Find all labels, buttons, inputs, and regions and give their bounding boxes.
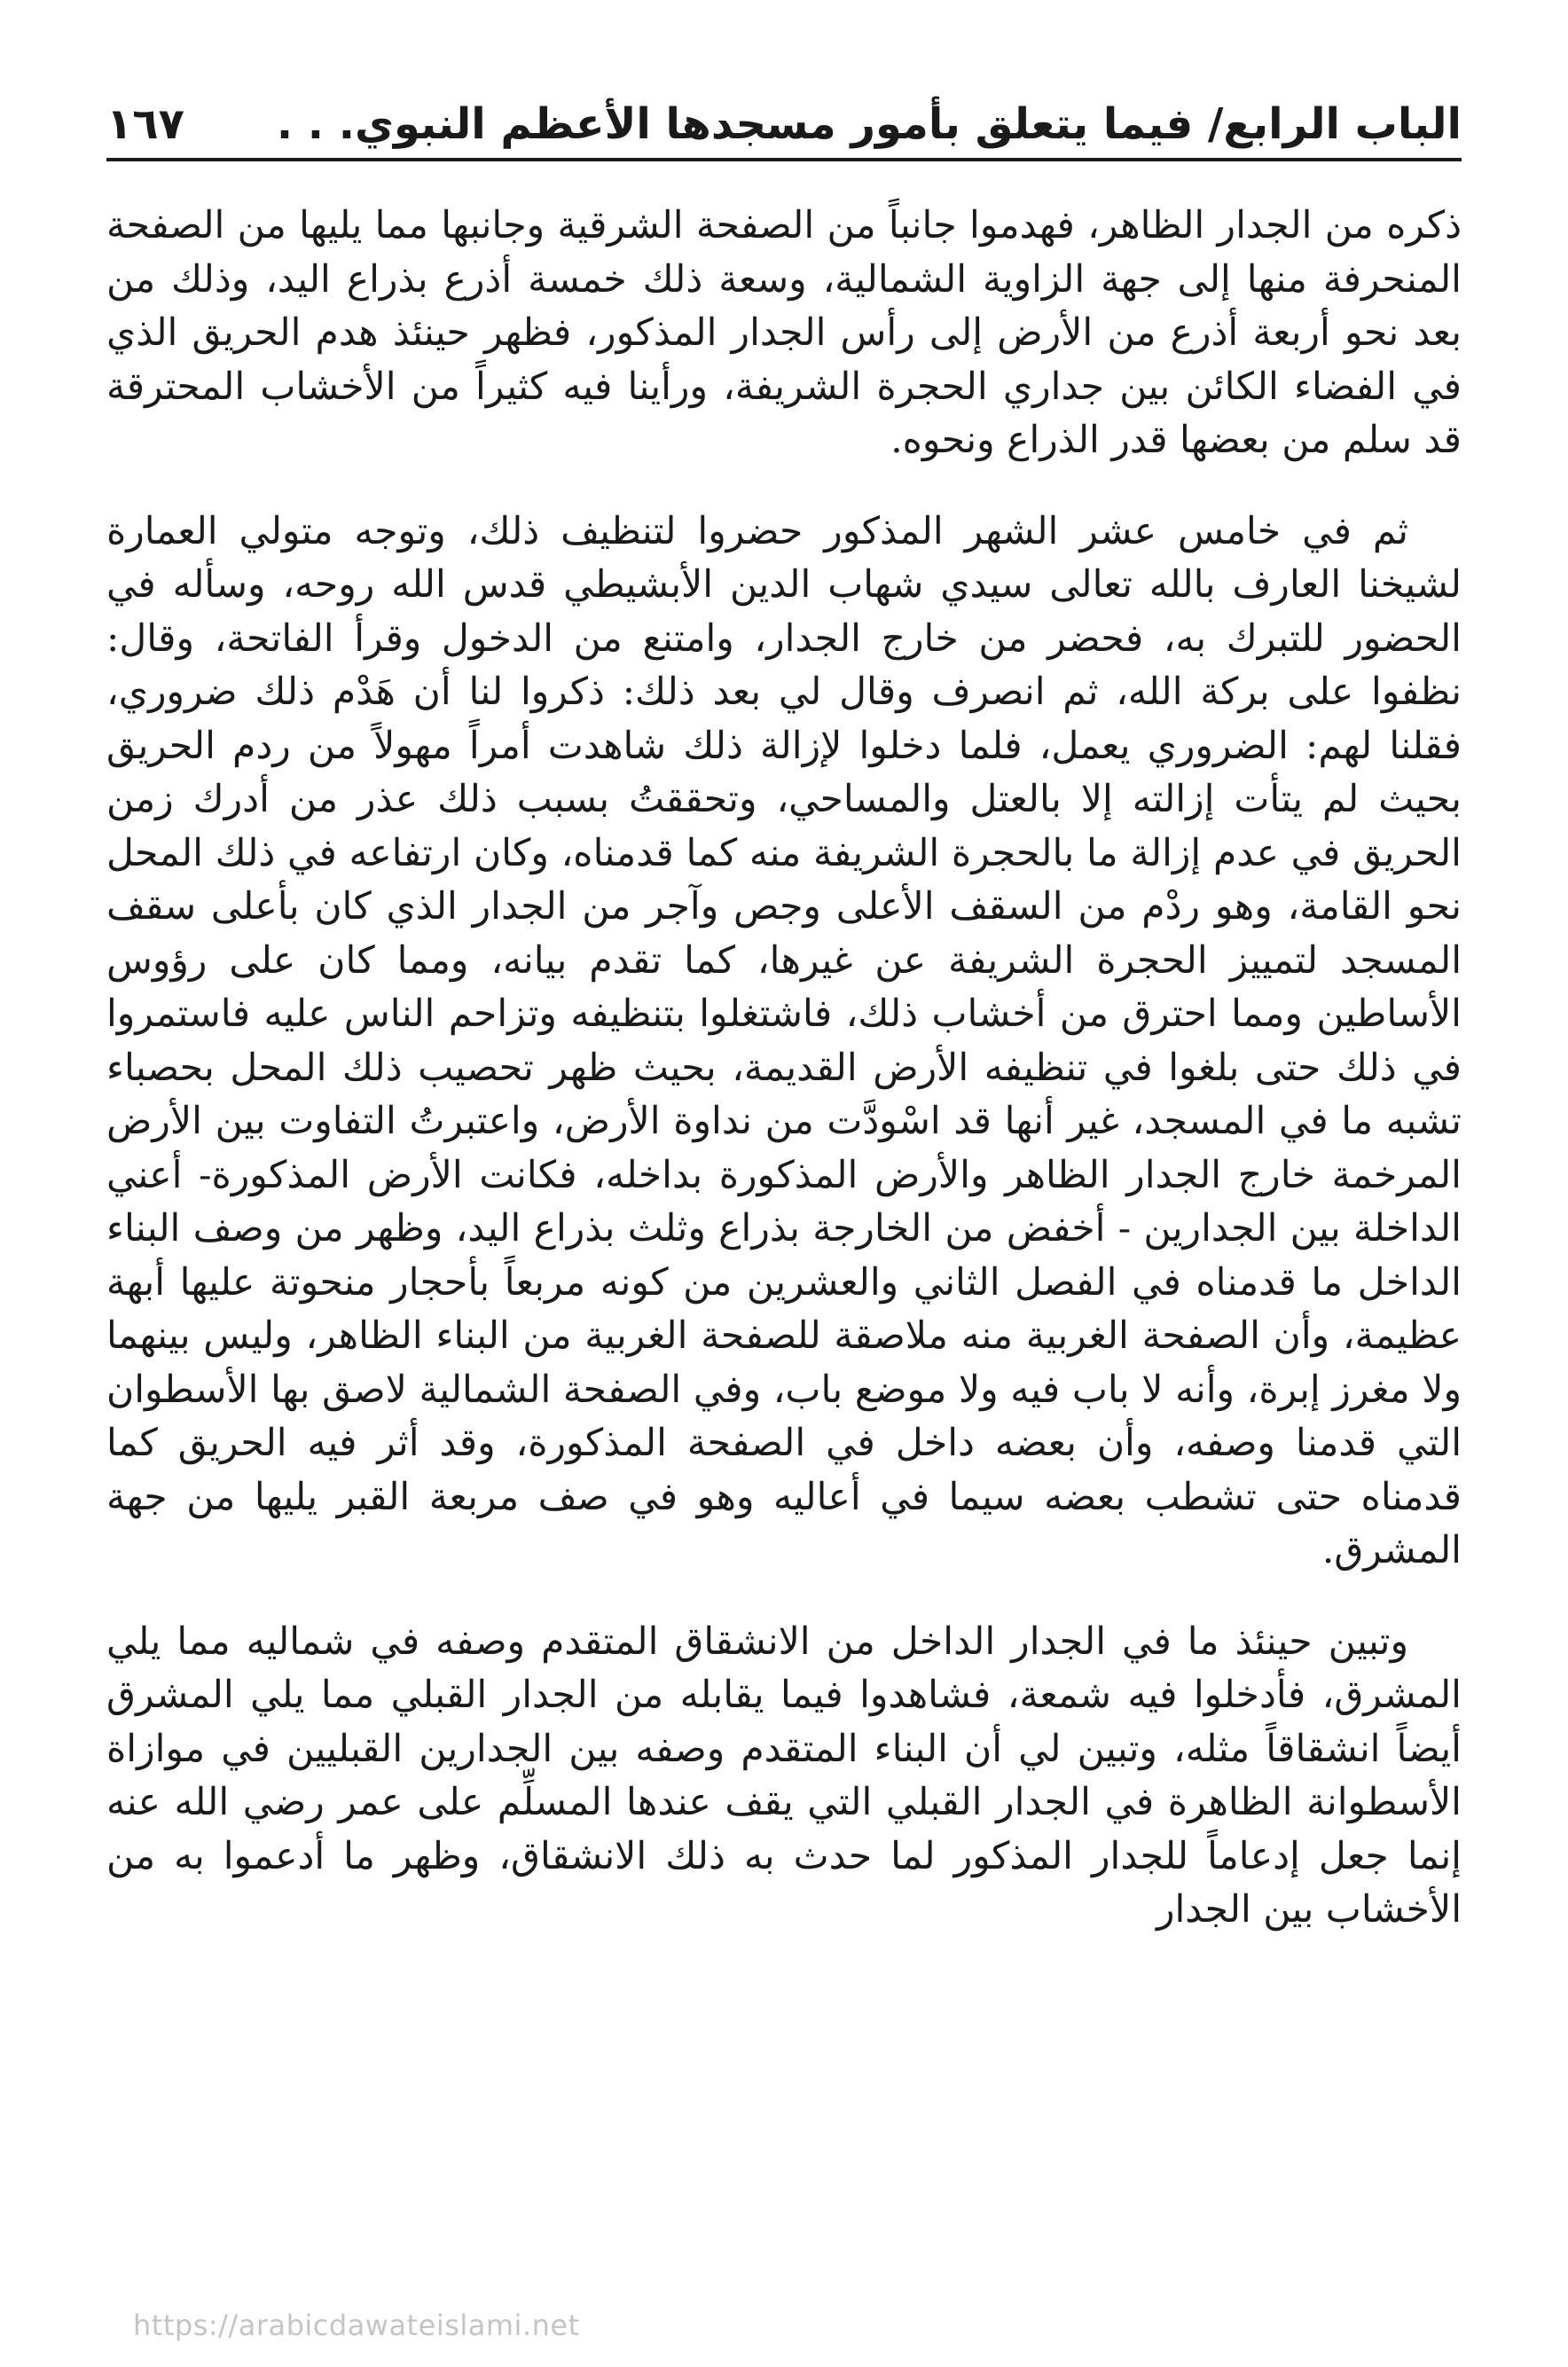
page-number: ١٦٧ — [106, 99, 184, 149]
paragraph-2: ثم في خامس عشر الشهر المذكور حضروا لتنظيف ذلك، وتوجه متولي العمارة لشيخنا العارف بالله تعالى سيدي شهاب الدين الأبشيطي قدس الله روحه، وسأله في الحضور للتبرك به، فحضر من خارج الجدار، وامتنع من الدخول وقرأ الفاتحة، وقال: نظفوا على بركة الله، ثم انصرف وقال لي بعد ذلك: ذكروا لنا أن هَدْم ذلك ضروري، فقلنا لهم: الضروري يعمل، فلما دخلوا لإزالة ذلك شاهدت أمراً مهولاً من ردم الحريق بحيث لم يتأت إزالته إلا بالعتل والمساحي، وتحققتُ بسبب ذلك عذر من أدرك زمن الحريق في عدم إزالة ما بالحجرة الشريفة منه كما قدمناه، وكان ارتفاعه في ذلك المحل نحو القامة، وهو ردْم من السقف الأعلى وجص وآجر من الجدار الذي كان بأعلى سقف المسجد لتمييز الحجرة الشريفة عن غيرها، كما تقدم بيانه، ومما كان على رؤوس الأساطين ومما احترق من أخشاب ذلك، فاشتغلوا بتنظيفه وتزاحم الناس عليه فاستمروا في ذلك حتى بلغوا في تنظيفه الأرض القديمة، بحيث ظهر تحصيب ذلك المحل بحصباء تشبه ما في المسجد، غير أنها قد اسْودَّت من نداوة الأرض، واعتبرتُ التفاوت بين الأرض المرخمة خارج الجدار الظاهر والأرض المذكورة بداخله، فكانت الأرض المذكورة- أعني الداخلة بين الجدارين - أخفض من الخارجة بذراع وثلث بذراع اليد، وظهر من وصف البناء الداخل ما قدمناه في الفصل الثاني والعشرين من كونه مربعاً بأحجار منحوتة عليها أبهة عظيمة، وأن الصفحة الغربية منه ملاصقة للصفحة الغربية من البناء الظاهر، وليس بينهما ولا مغرز إبرة، وأنه لا باب فيه ولا موضع باب، وفي الصفحة الشمالية لاصق بها الأسطوان التي قدمنا وصفه، وأن بعضه داخل في الصفحة المذكورة، وقد أثر فيه الحريق كما قدمناه حتى تشطب بعضه سيما في أعاليه وهو في صف مربعة القبر يليها من جهة المشرق. — [106, 509, 1462, 1572]
body-text — [106, 200, 1462, 1938]
running-header — [106, 82, 1462, 161]
paragraph-1: ذكره من الجدار الظاهر، فهدموا جانباً من الصفحة الشرقية وجانبها مما يليها من الصفحة المنحرفة منها إلى جهة الزاوية الشمالية، وسعة ذلك خمسة أذرع بذراع اليد، وذلك من بعد نحو أربعة أذرع من الأرض إلى رأس الجدار المذكور، فظهر حينئذ هدم الحريق الذي في الفضاء الكائن بين جداري الحجرة الشريفة، ورأينا فيه كثيراً من الأخشاب المحترقة قد سلم من بعضها قدر الذراع ونحوه. — [106, 204, 1462, 462]
paragraph-3: وتبين حينئذ ما في الجدار الداخل من الانشقاق المتقدم وصفه في شماليه مما يلي المشرق، فأدخلوا فيه شمعة، فشاهدوا فيما يقابله من الجدار القبلي مما يلي المشرق أيضاً انشقاقاً مثله، وتبين لي أن البناء المتقدم وصفه بين الجدارين القبليين في موازاة الأسطوانة الظاهرة في الجدار القبلي التي يقف عندها المسلِّم على عمر رضي الله عنه إنما جعل إدعاماً للجدار المذكور لما حدث به ذلك الانشقاق، وظهر ما أدعموا به من الأخشاب بين الجدار — [106, 1619, 1462, 1932]
chapter-title: الباب الرابع/ فيما يتعلق بأمور مسجدها الأعظم النبوي. . . — [276, 99, 1462, 149]
watermark-url: https://arabicdawateislami.net — [133, 2308, 580, 2342]
